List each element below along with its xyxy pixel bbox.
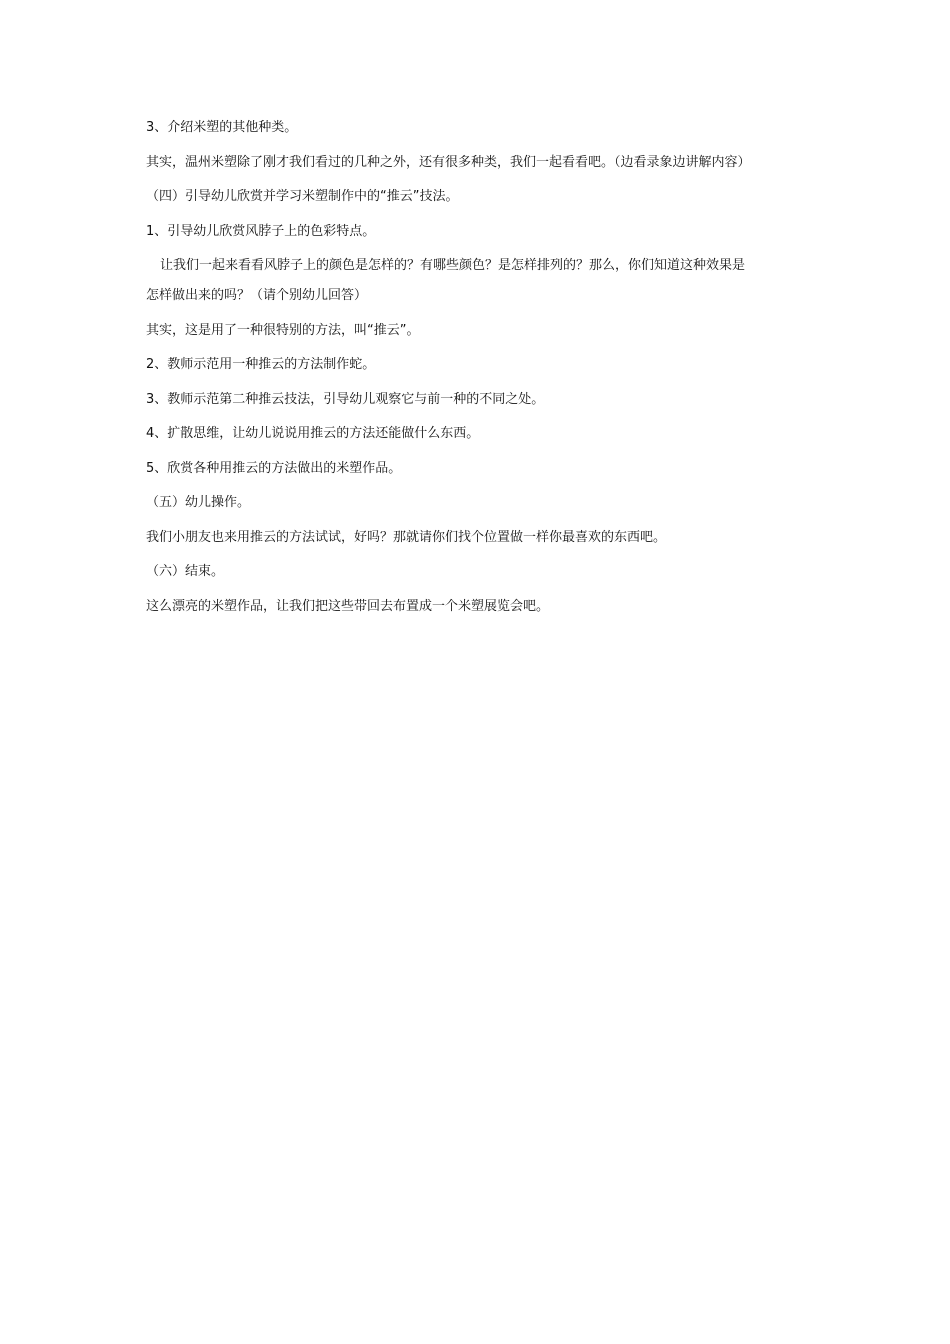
paragraph-4-5: 5、欣赏各种用推云的方法做出的米塑作品。 [146, 460, 402, 476]
paragraph-4-3: 3、教师示范第二种推云技法，引导幼儿观察它与前一种的不同之处。 [146, 391, 545, 407]
section-heading-5: （五）幼儿操作。 [146, 495, 251, 510]
section-heading-4: （四）引导幼儿欣赏并学习米塑制作中的“推云”技法。 [146, 189, 459, 204]
paragraph-3-intro-types: 3、介绍米塑的其他种类。 [146, 120, 298, 135]
paragraph-children-practice: 我们小朋友也来用推云的方法试试，好吗？那就请你们找个位置做一样你最喜欢的东西吧。 [146, 529, 667, 545]
paragraph-colors-question-cont: 怎样做出来的吗？（请个别幼儿回答） [146, 288, 368, 303]
paragraph-colors-question: 让我们一起来看看风脖子上的颜色是怎样的？有哪些颜色？是怎样排列的？那么，你们知道这种效果是 [160, 258, 746, 273]
paragraph-wenzhou-types: 其实，温州米塑除了刚才我们看过的几种之外，还有很多种类，我们一起看看吧。（边看录象边讲解内容） [146, 154, 751, 170]
paragraph-exhibition: 这么漂亮的米塑作品，让我们把这些带回去布置成一个米塑展览会吧。 [146, 598, 550, 614]
paragraph-4-1: 1、引导幼儿欣赏风脖子上的色彩特点。 [146, 223, 376, 239]
paragraph-4-4: 4、扩散思维，让幼儿说说用推云的方法还能做什么东西。 [146, 426, 480, 441]
paragraph-4-2: 2、教师示范用一种推云的方法制作蛇。 [146, 357, 376, 372]
section-heading-6: （六）结束。 [146, 564, 225, 579]
document-body [146, 119, 826, 616]
paragraph-tuiyun-method: 其实，这是用了一种很特别的方法，叫“推云”。 [146, 322, 420, 338]
